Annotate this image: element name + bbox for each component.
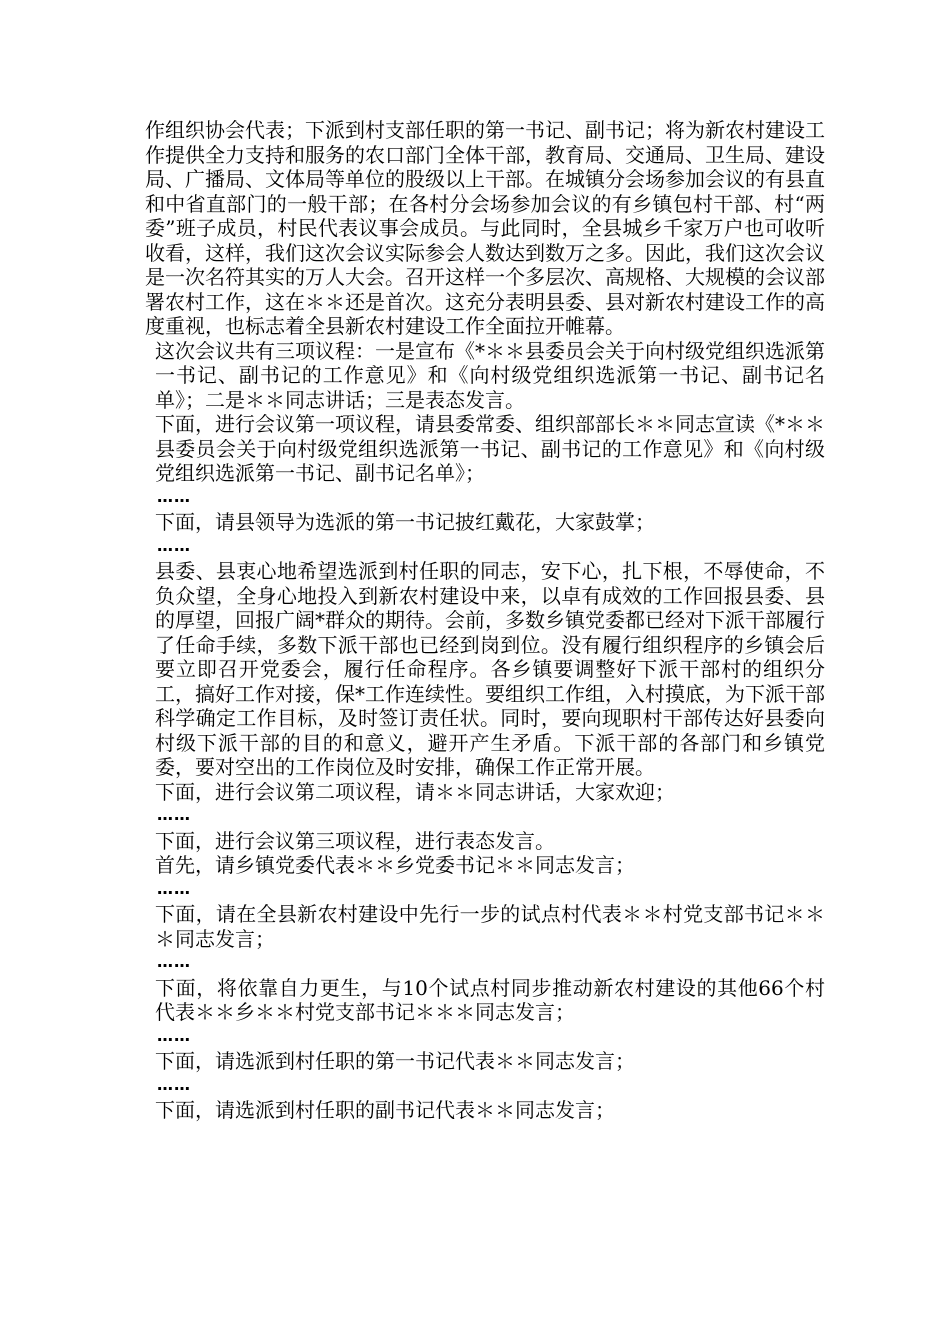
paragraph: 这次会议共有三项议程：一是宣布《*＊＊县委员会关于向村级党组织选派第一书记、副书记的工作意见》和《向村级党组织选派第一书记、副书记名单》；二是＊＊同志讲话；三是表态发言。 bbox=[155, 338, 825, 412]
ellipsis-line: …… bbox=[157, 878, 191, 898]
ellipsis-line: …… bbox=[157, 952, 191, 971]
paragraph: 下面，请在全县新农村建设中先行一步的试点村代表＊＊村党支部书记＊＊＊同志发言； bbox=[155, 902, 825, 951]
ellipsis-line: …… bbox=[157, 1074, 191, 1094]
ellipsis-line: …… bbox=[157, 535, 191, 555]
paragraph: 首先，请乡镇党委代表＊＊乡党委书记＊＊同志发言； bbox=[155, 853, 635, 877]
paragraph: 县委、县衷心地希望选派到村任职的同志，安下心，扎下根，不辱使命，不负众望，全身心地投入到新农村建设中来，以卓有成效的工作回报县委、县的厚望，回报广阔*群众的期待。会前，多数乡镇党委都已经对下派干部履行了任命手续，多数下派干部也已经到岗到位。没有履行组织程序的乡镇会后要立即召开党委会，履行任命程序。各乡镇要调整好下派干部村的组织分工，搞好工作对接，保*工作连续性。要组织工作组，入村摸底，为下派干部科学确定工作目标，及时签订责任状。同时，要向现职村干部传达好县委向村级下派干部的目的和意义，避开产生矛盾。下派干部的各部门和乡镇党委，要对空出的工作岗位及时安排，确保工作正常开展。 bbox=[155, 559, 825, 779]
paragraph: 下面，进行会议第三项议程，进行表态发言。 bbox=[155, 828, 555, 853]
ellipsis-line: …… bbox=[157, 1025, 191, 1045]
paragraph: 下面，请县领导为选派的第一书记披红戴花，大家鼓掌； bbox=[155, 510, 655, 534]
ellipsis-line: …… bbox=[157, 805, 191, 824]
ellipsis-line: …… bbox=[157, 486, 191, 506]
paragraph: 下面，请选派到村任职的第一书记代表＊＊同志发言； bbox=[155, 1049, 635, 1073]
paragraph: 下面，将依靠自力更生，与10个试点村同步推动新农村建设的其他66个村代表＊＊乡＊＊村党支部书记＊＊＊同志发言； bbox=[155, 975, 825, 1024]
paragraph: 下面，请选派到村任职的副书记代表＊＊同志发言； bbox=[155, 1098, 615, 1122]
document-body bbox=[145, 118, 825, 1123]
paragraph: 下面，进行会议第一项议程，请县委常委、组织部部长＊＊同志宣读《*＊＊县委员会关于向村级党组织选派第一书记、副书记的工作意见》和《向村级党组织选派第一书记、副书记名单》； bbox=[155, 412, 825, 485]
paragraph: 下面，进行会议第二项议程，请＊＊同志讲话，大家欢迎； bbox=[155, 779, 675, 804]
paragraph: 作组织协会代表；下派到村支部任职的第一书记、副书记；将为新农村建设工作提供全力支持和服务的农口部门全体干部，教育局、交通局、卫生局、建设局、广播局、文体局等单位的股级以上干部。在城镇分会场参加会议的有县直和中省直部门的一般干部；在各村分会场参加会议的有乡镇包村干部、村“两委”班子成员，村民代表议事会成员。与此同时，全县城乡千家万户也可收听收看，这样，我们这次会议实际参会人数达到数万之多。因此，我们这次会议是一次名符其实的万人大会。召开这样一个多层次、高规格、大规模的会议部署农村工作，这在＊＊还是首次。这充分表明县委、县对新农村建设工作的高度重视，也标志着全县新农村建设工作全面拉开帷幕。 bbox=[145, 118, 825, 338]
